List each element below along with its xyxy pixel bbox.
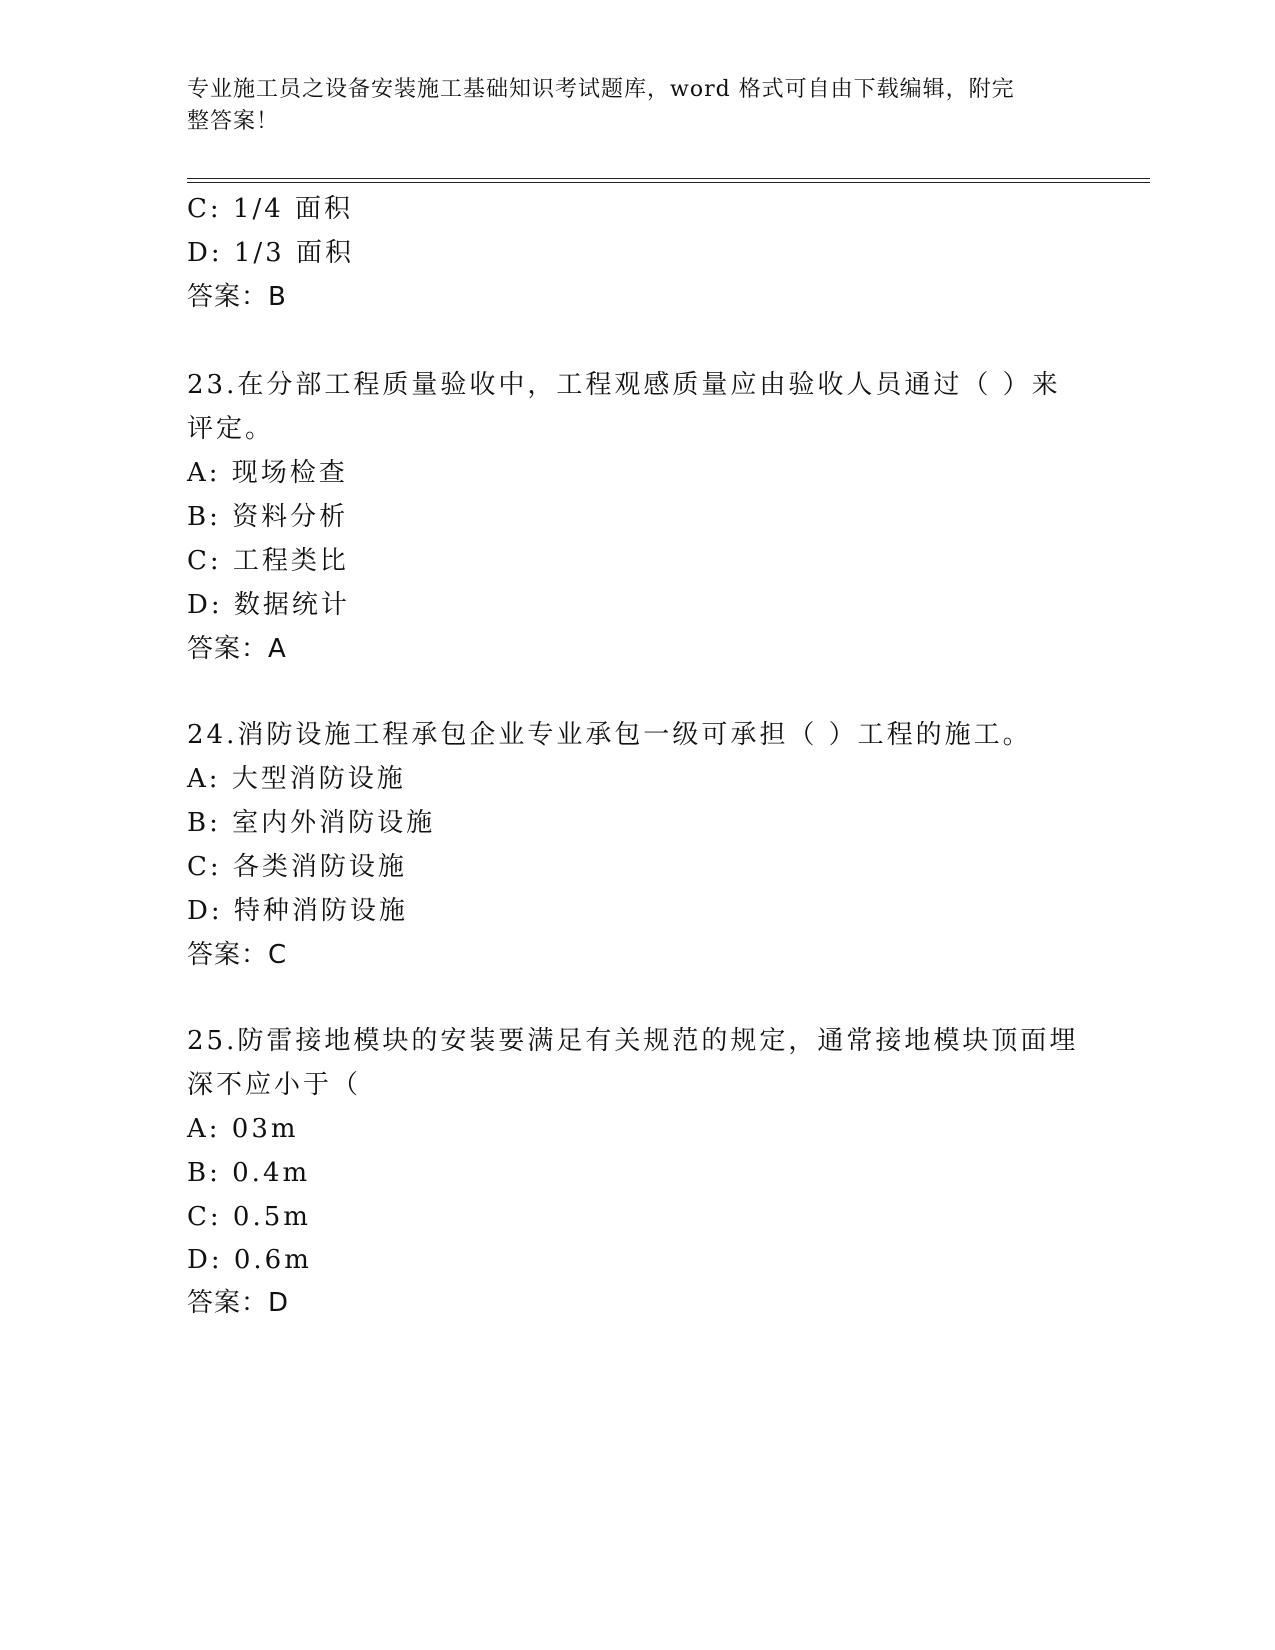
header-line-1: 专业施工员之设备安装施工基础知识考试题库，word 格式可自由下载编辑，附完 bbox=[187, 77, 1015, 102]
question-stem-line-2: 深不应小于（ bbox=[187, 1070, 362, 1100]
prev-answer: 答案：B bbox=[187, 282, 287, 312]
header-line-2: 整答案！ bbox=[187, 109, 280, 134]
option-c: C: 工程类比 bbox=[187, 546, 349, 576]
option-b: B: 资料分析 bbox=[187, 502, 349, 532]
option-d: D: 0.6m bbox=[187, 1245, 312, 1275]
option-c: C: 0.5m bbox=[187, 1202, 311, 1232]
option-a: A: 大型消防设施 bbox=[187, 764, 406, 794]
header-divider-top bbox=[187, 178, 1150, 179]
answer: 答案：D bbox=[187, 1288, 290, 1318]
document-header bbox=[187, 74, 1067, 138]
option-b: B: 0.4m bbox=[187, 1158, 311, 1188]
option-b: B: 室内外消防设施 bbox=[187, 808, 436, 838]
question-stem-line-1: 24.消防设施工程承包企业专业承包一级可承担（ ）工程的施工。 bbox=[187, 720, 1032, 750]
option-d: D: 特种消防设施 bbox=[187, 896, 408, 926]
answer: 答案：C bbox=[187, 940, 288, 970]
option-c: C: 各类消防设施 bbox=[187, 852, 407, 882]
question-stem-line-1: 25.防雷接地模块的安装要满足有关规范的规定，通常接地模块顶面埋 bbox=[187, 1026, 1079, 1056]
question-stem-line-1: 23.在分部工程质量验收中，工程观感质量应由验收人员通过（ ）来 bbox=[187, 370, 1061, 400]
prev-option-c: C: 1/4 面积 bbox=[187, 194, 354, 224]
header-divider-bottom bbox=[187, 182, 1150, 183]
option-a: A: 03m bbox=[187, 1114, 299, 1144]
prev-option-d: D: 1/3 面积 bbox=[187, 238, 354, 268]
question-stem-line-2: 评定。 bbox=[187, 414, 275, 444]
answer: 答案：A bbox=[187, 634, 287, 664]
option-a: A: 现场检查 bbox=[187, 458, 348, 488]
option-d: D: 数据统计 bbox=[187, 590, 350, 620]
